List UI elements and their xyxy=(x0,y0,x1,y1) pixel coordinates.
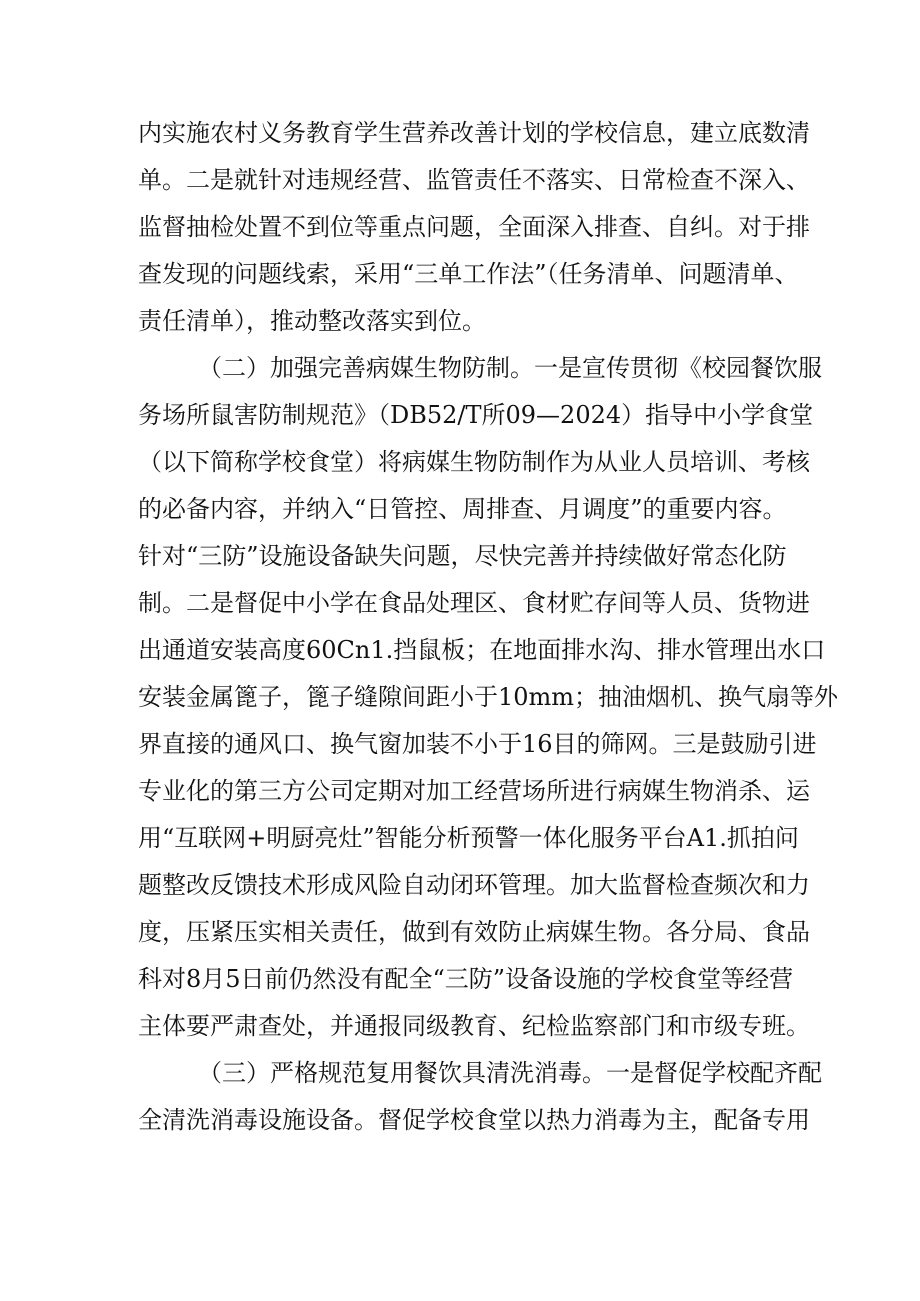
text-line: 内实施农村义务教育学生营养改善计划的学校信息，建立底数清 xyxy=(138,119,810,147)
text-line: 出通道安装高度60Cn1.挡鼠板；在地面排水沟、排水管理出水口 xyxy=(138,636,826,664)
text-line: （以下简称学校食堂）将病媒生物防制作为从业人员培训、考核 xyxy=(138,448,810,476)
text-line: 主体要严肃查处，并通报同级教育、纪检监察部门和市级专班。 xyxy=(138,1012,810,1040)
text-line: 查发现的问题线索，采用“三单工作法”（任务清单、问题清单、 xyxy=(138,260,799,288)
text-line: 界直接的通风口、换气窗加装不小于16目的筛网。三是鼓励引进 xyxy=(138,730,817,758)
body-text xyxy=(138,110,839,1144)
text-line: 制。二是督促中小学在食品处理区、食材贮存间等人员、货物进 xyxy=(138,589,810,617)
paragraph-start-line: （三）严格规范复用餐饮具清洗消毒。一是督促学校配齐配 xyxy=(198,1059,822,1087)
text-line: 题整改反馈技术形成风险自动闭环管理。加大监督检查频次和力 xyxy=(138,871,810,899)
text-line: 用“互联网+明厨亮灶”智能分析预警一体化服务平台A1.抓拍问 xyxy=(138,824,799,852)
text-line: 责任清单），推动整改落实到位。 xyxy=(138,307,486,335)
text-line: 科对8月5日前仍然没有配全“三防”设备设施的学校食堂等经营 xyxy=(138,965,794,993)
text-line: 全清洗消毒设施设备。督促学校食堂以热力消毒为主，配备专用 xyxy=(138,1106,810,1134)
text-line: 务场所鼠害防制规范》（DB52/T所09—2024）指导中小学食堂 xyxy=(138,401,814,429)
text-line: 针对“三防”设施设备缺失问题，尽快完善并持续做好常态化防 xyxy=(138,542,787,570)
text-line: 监督抽检处置不到位等重点问题，全面深入排查、自纠。对于排 xyxy=(138,213,810,241)
text-line: 单。二是就针对违规经营、监管责任不落实、日常检查不深入、 xyxy=(138,166,810,194)
text-line: 度，压紧压实相关责任，做到有效防止病媒生物。各分局、食品 xyxy=(138,918,810,946)
paragraph-start-line: （二）加强完善病媒生物防制。一是宣传贯彻《校园餐饮服 xyxy=(198,354,822,382)
text-line: 专业化的第三方公司定期对加工经营场所进行病媒生物消杀、运 xyxy=(138,777,810,805)
text-line: 的必备内容，并纳入“日管控、周排查、月调度”的重要内容。 xyxy=(138,495,787,523)
text-line: 安装金属篦子，篦子缝隙间距小于10mm；抽油烟机、换气扇等外 xyxy=(138,683,839,711)
